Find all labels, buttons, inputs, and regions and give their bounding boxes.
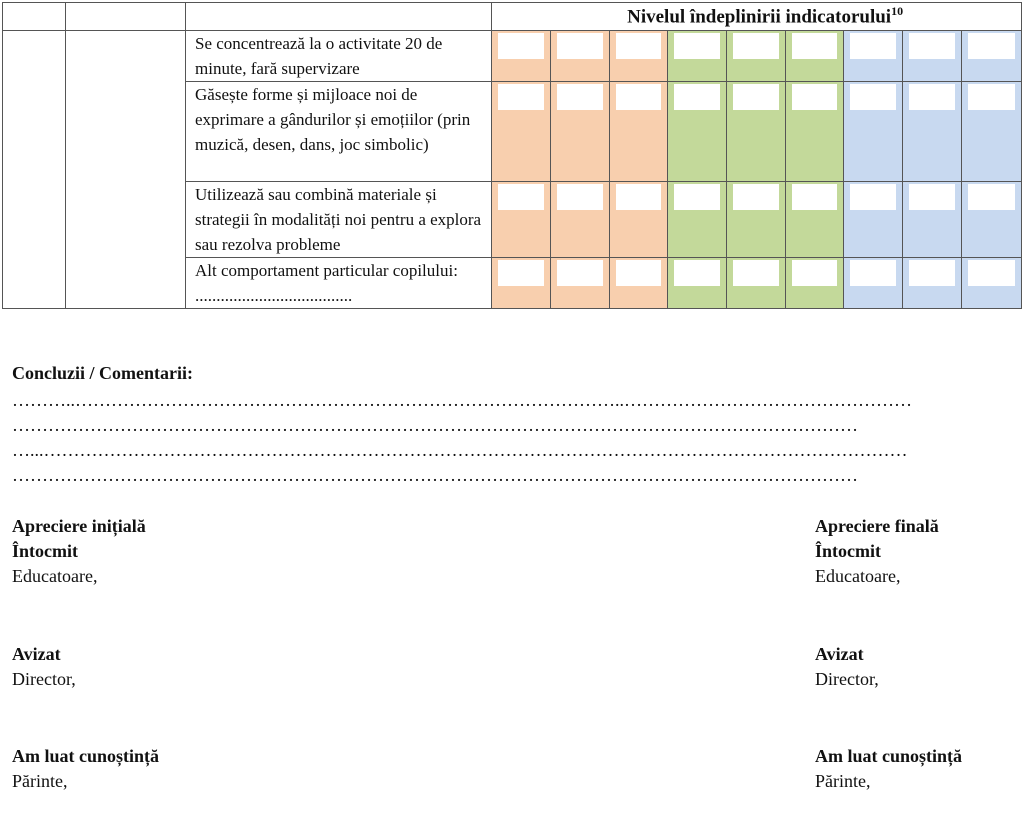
checkbox[interactable] [733, 184, 779, 210]
merged-cell [66, 31, 186, 309]
checkbox[interactable] [968, 184, 1015, 210]
checkbox[interactable] [733, 84, 779, 110]
level-cell[interactable] [551, 82, 610, 182]
checkbox[interactable] [968, 84, 1015, 110]
checkbox[interactable] [792, 84, 837, 110]
empty-header-cell [3, 3, 66, 31]
checkbox[interactable] [498, 260, 544, 286]
educator-label: Educatoare, [815, 566, 901, 586]
checkbox[interactable] [557, 260, 603, 286]
level-cell[interactable] [668, 258, 727, 309]
acknowledged-label: Am luat cunoștință [12, 746, 160, 766]
checkbox[interactable] [557, 33, 603, 59]
checkbox[interactable] [674, 260, 720, 286]
level-cell[interactable] [610, 258, 668, 309]
comment-line[interactable]: …...……………………………………………………………………………………………………………………………… [12, 440, 908, 460]
empty-header-cell [66, 3, 186, 31]
level-cell[interactable] [551, 182, 610, 258]
level-cell[interactable] [492, 258, 551, 309]
checkbox[interactable] [792, 33, 837, 59]
approved-label: Avizat [815, 644, 864, 664]
initial-approval-block [12, 642, 76, 692]
final-parent-block [815, 744, 962, 794]
level-cell[interactable] [844, 31, 903, 82]
parent-label: Părinte, [12, 771, 68, 791]
level-cell[interactable] [786, 31, 844, 82]
checkbox[interactable] [498, 33, 544, 59]
level-cell[interactable] [844, 258, 903, 309]
comment-line[interactable]: …………………………………………………………………………………………………………………………… [12, 415, 858, 435]
footnote-ref: 10 [891, 4, 904, 19]
checkbox[interactable] [616, 184, 661, 210]
indicator-text: Se concentrează la o activitate 20 de minute, fară supervizare [186, 31, 492, 82]
table-row [3, 31, 1022, 82]
checkbox[interactable] [498, 84, 544, 110]
initial-assessment-title: Apreciere inițială [12, 516, 146, 536]
checkbox[interactable] [909, 84, 955, 110]
level-cell[interactable] [962, 258, 1022, 309]
level-cell[interactable] [844, 82, 903, 182]
table-header-row [3, 3, 1022, 31]
level-cell[interactable] [610, 82, 668, 182]
checkbox[interactable] [850, 184, 896, 210]
level-cell[interactable] [492, 31, 551, 82]
checkbox[interactable] [557, 184, 603, 210]
level-cell[interactable] [610, 31, 668, 82]
approved-label: Avizat [12, 644, 61, 664]
checkbox[interactable] [909, 33, 955, 59]
checkbox[interactable] [850, 84, 896, 110]
final-approval-block [815, 642, 879, 692]
level-cell[interactable] [727, 182, 786, 258]
level-header [492, 3, 1022, 31]
prepared-label: Întocmit [12, 541, 78, 561]
acknowledged-label: Am luat cunoștință [815, 746, 963, 766]
level-cell[interactable] [903, 31, 962, 82]
comment-line[interactable]: …………………………………………………………………………………………………………………………… [12, 465, 858, 485]
checkbox[interactable] [968, 33, 1015, 59]
level-cell[interactable] [668, 31, 727, 82]
level-cell[interactable] [668, 182, 727, 258]
checkbox[interactable] [616, 260, 661, 286]
level-cell[interactable] [844, 182, 903, 258]
level-cell[interactable] [903, 258, 962, 309]
checkbox[interactable] [792, 260, 837, 286]
checkbox[interactable] [674, 33, 720, 59]
checkbox[interactable] [674, 84, 720, 110]
checkbox[interactable] [557, 84, 603, 110]
level-cell[interactable] [786, 82, 844, 182]
level-cell[interactable] [492, 182, 551, 258]
checkbox[interactable] [909, 184, 955, 210]
checkbox[interactable] [616, 84, 661, 110]
prepared-label: Întocmit [815, 541, 881, 561]
director-label: Director, [815, 669, 879, 689]
parent-label: Părinte, [815, 771, 871, 791]
initial-parent-block [12, 744, 159, 794]
indicator-text: Alt comportament particular copilului: ..................................... [186, 258, 492, 309]
merged-cell [3, 31, 66, 309]
checkbox[interactable] [498, 184, 544, 210]
level-cell[interactable] [727, 82, 786, 182]
level-cell[interactable] [727, 31, 786, 82]
final-assessment-block [815, 514, 939, 589]
checkbox[interactable] [616, 33, 661, 59]
level-header-title: Nivelul îndeplinirii indicatorului [627, 6, 892, 28]
conclusions-title: Concluzii / Comentarii: [12, 363, 193, 383]
evaluation-table [2, 2, 1022, 309]
level-cell[interactable] [903, 82, 962, 182]
checkbox[interactable] [850, 33, 896, 59]
level-cell[interactable] [727, 258, 786, 309]
level-cell[interactable] [492, 82, 551, 182]
level-cell[interactable] [551, 258, 610, 309]
level-cell[interactable] [962, 182, 1022, 258]
level-cell[interactable] [962, 31, 1022, 82]
level-cell[interactable] [903, 182, 962, 258]
checkbox[interactable] [733, 33, 779, 59]
level-cell[interactable] [962, 82, 1022, 182]
checkbox[interactable] [850, 260, 896, 286]
director-label: Director, [12, 669, 76, 689]
final-assessment-title: Apreciere finală [815, 516, 939, 536]
checkbox[interactable] [733, 260, 779, 286]
checkbox[interactable] [968, 260, 1015, 286]
level-cell[interactable] [551, 31, 610, 82]
initial-assessment-block [12, 514, 146, 589]
indicator-text: Utilizează sau combină materiale și strategii în modalități noi pentru a explora sau rezolva probleme [186, 182, 492, 258]
checkbox[interactable] [674, 184, 720, 210]
empty-header-cell [186, 3, 492, 31]
educator-label: Educatoare, [12, 566, 98, 586]
checkbox[interactable] [792, 184, 837, 210]
level-cell[interactable] [610, 182, 668, 258]
level-cell[interactable] [668, 82, 727, 182]
indicator-text: Găsește forme și mijloace noi de exprimare a gândurilor și emoțiilor (prin muzică, desen, dans, joc simbolic) [186, 82, 492, 182]
checkbox[interactable] [909, 260, 955, 286]
level-cell[interactable] [786, 182, 844, 258]
comment-line[interactable]: ………..………………………………………………………………………………..………………………………………… [12, 390, 912, 410]
level-cell[interactable] [786, 258, 844, 309]
